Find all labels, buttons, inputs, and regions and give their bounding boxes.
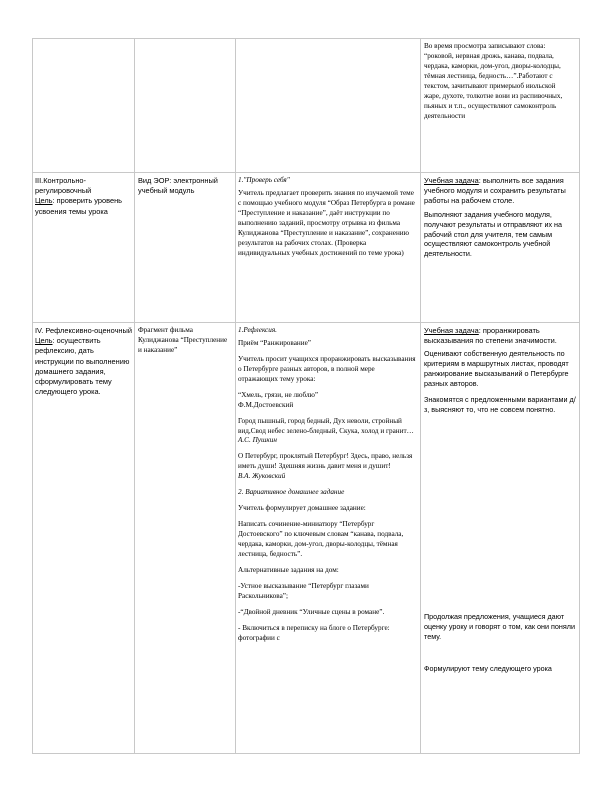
row3-homework-heading: 2. Вариативное домашнее задание — [238, 488, 345, 497]
table-border-col3 — [235, 38, 236, 754]
table-border-left — [32, 38, 33, 754]
row3-task-text: : проранжировать высказывания по степени значимости. — [424, 326, 557, 346]
quote-2-author: А.С. Пушкин — [238, 436, 277, 445]
row2-stage-title: III.Контрольно-регулировочный — [35, 176, 92, 196]
row3-student-p4: Формулируют тему следующего урока — [424, 663, 552, 673]
row3-student-p2: Знакомятся с предложенными вариантами д/з, выясняют то, что не совсем понятно. — [424, 395, 576, 415]
row-divider-2 — [32, 322, 580, 323]
row1-students-activity — [424, 42, 574, 122]
row3-goal-text: : осуществить рефлексию, дать инструкции по выполнению домашнего задания, сформулировать тему следующего урока. — [35, 336, 130, 397]
row2-teacher-text: Учитель предлагает проверить знания по изучаемой теме с помощью учебного модуля “Образ Петербурга в романе “Преступление и наказание”, даёт инструкции по выполнению заданий, просмотру отрывка из фильма Кулиджанова “Преступление и наказание”, сохранению результатов на рабочих столах. (Проверка индивидуальных учебных достижений по теме урока) — [238, 188, 415, 257]
table-border-bottom — [32, 753, 580, 754]
row2-resource-text: Вид ЭОР: электронный учебный модуль — [138, 176, 218, 196]
table-border-col2 — [134, 38, 135, 754]
row3-student-p1: Оценивают собственную деятельность по критериям в маршрутных листах, проводят ранжирование высказываний о Петербурге разных авторов. — [424, 349, 569, 389]
row2-teacher-heading: 1."Проверь себя" — [238, 176, 290, 184]
row3-teacher-cell — [238, 326, 416, 649]
row2-goal-label: Цель — [35, 196, 53, 206]
table-border-right — [579, 38, 580, 754]
row3-goal-label: Цель — [35, 336, 53, 346]
quote-3-text: О Петербург, проклятый Петербург! Здесь, право, нельзя иметь души! Здешняя жизнь давит меня и душит! — [238, 452, 413, 471]
row3-homework-main: Написать сочинение-миниатюру “Петербург Достоевского” по ключевым словам “канава, подвала, чердака, каморки, дом-угол, дворы-колодцы, тёмная лестница, бедность”. — [238, 520, 404, 558]
quote-2-text: Город пышный, город бедный, Дух неволи, стройный вид,Свод небес зелено-бледный, Скука, холод и гранит… — [238, 416, 414, 435]
row2-goal-text: : проверить уровень усвоения темы урока — [35, 196, 123, 216]
row3-resource-text: Фрагмент фильма Кулиджанова “Преступление и наказание” — [138, 326, 228, 354]
row3-quote-3 — [238, 452, 416, 482]
row3-alt-2: -“Двойной дневник “Уличные сцены в романе”. — [238, 607, 385, 616]
row3-quote-2 — [238, 417, 416, 447]
row2-task-paragraph — [424, 176, 576, 207]
row3-alt-heading: Альтернативные задания на дом: — [238, 565, 339, 574]
row3-student-cell-lower — [424, 612, 576, 680]
row3-teacher-task: Учитель просит учащихся проранжировать высказывания о Петербурге разных авторов, в полной мере отражающих тему урока: — [238, 354, 416, 383]
row3-stage-title: IV. Рефлексивно-оценочный — [35, 326, 132, 335]
row3-student-cell — [424, 326, 576, 421]
row2-stage-cell — [35, 176, 132, 217]
quote-3-author: В.А. Жуковский — [238, 472, 286, 481]
row2-task-text: : выполнить все задания учебного модуля и сохранить результаты работы на рабочем столе. — [424, 176, 566, 206]
row3-quote-1 — [238, 391, 416, 411]
row3-alt-1: -Устное высказывание “Петербург глазами Раскольникова”; — [238, 581, 369, 600]
quote-1-text: “Хмель, грязи, не люблю” — [238, 390, 319, 399]
row3-method: Приём “Ранжирование” — [238, 338, 311, 347]
row3-alt-3: - Включиться в переписку на блоге о Петербурге: фотографии с — [238, 623, 390, 642]
row3-resource-cell — [138, 326, 232, 356]
row2-student-cell — [424, 176, 576, 265]
row3-task-paragraph — [424, 326, 576, 346]
table-border-top — [32, 38, 580, 39]
row3-homework-intro: Учитель формулирует домашнее задание: — [238, 504, 366, 513]
quote-1-author: Ф.М.Достоевский — [238, 400, 294, 409]
row3-stage-cell — [35, 326, 132, 398]
row2-task-label: Учебная задача — [424, 176, 479, 185]
row2-student-text: Выполняют задания учебного модуля, получают результаты и отправляют их на рабочий стол для учителя, тем самым осуществляют самоконтроль учебной деятельности. — [424, 209, 563, 259]
row2-teacher-cell — [238, 176, 416, 265]
row3-task-label: Учебная задача — [424, 326, 479, 335]
row3-reflection-heading: 1.Рефлексия. — [238, 326, 277, 334]
row-divider-1 — [32, 172, 580, 173]
row2-resource-cell — [138, 176, 232, 196]
row1-students-text: Во время просмотра записывают слова: “роковой, нервная дрожь, канава, подвала, чердака, каморки, дом-угол, дворы-колодцы, тёмная лестница, бедность…”.Работают с текстом, зачитывают примерыоб июльской жаре, духоте, толкотне вони из распивочных, пьяных и т.п., осуществляют самоконтроль деятельности — [424, 42, 563, 120]
table-border-col4 — [420, 38, 421, 754]
row3-student-p3: Продолжая предложения, учащиеся дают оценку уроку и говорят о том, как они поняли тему. — [424, 612, 575, 641]
